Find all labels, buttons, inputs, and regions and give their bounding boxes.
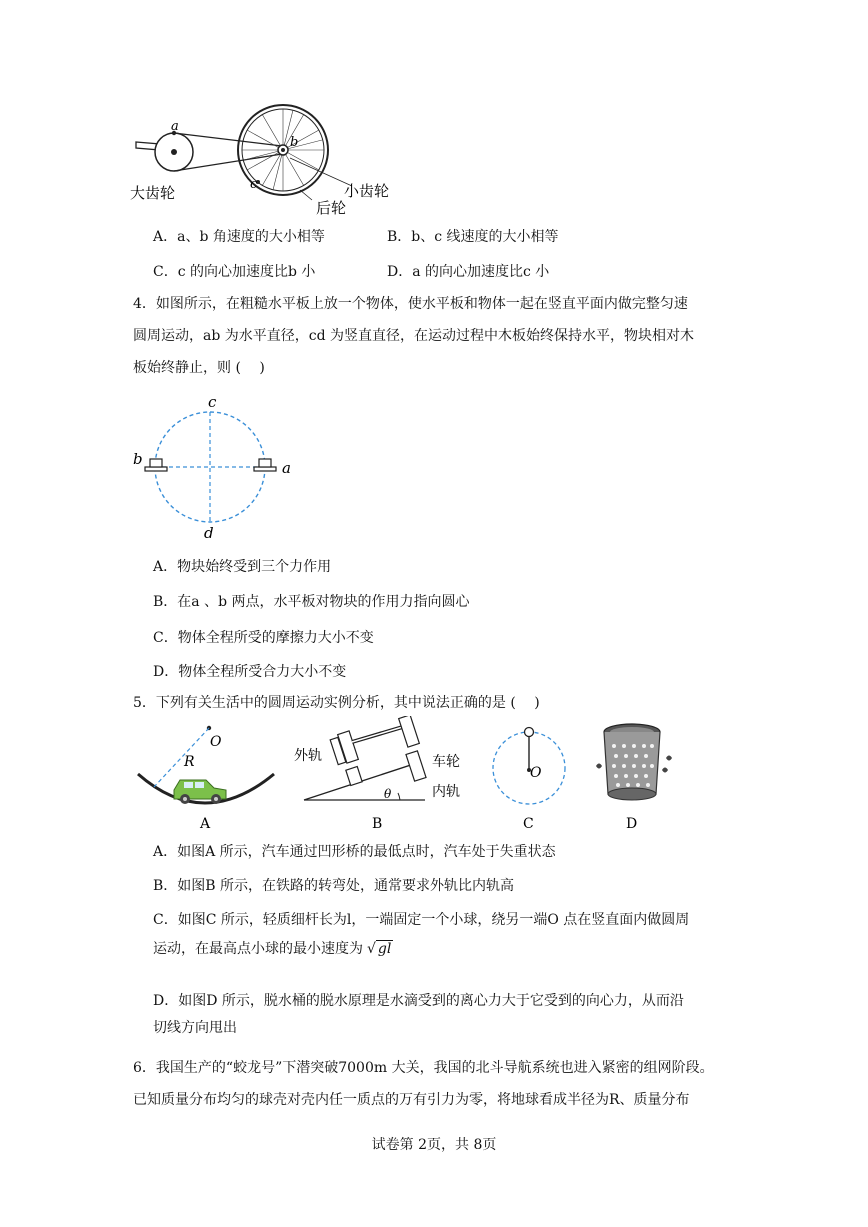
q4-label-a: a	[282, 459, 291, 477]
page-footer: 试卷第 2页，共 8页	[371, 1137, 497, 1153]
label-big-gear: 大齿轮	[130, 184, 176, 202]
q5b-caption: B	[372, 816, 383, 832]
q6-stem-line2: 已知质量分布均匀的球壳对壳内任一质点的万有引力为零，将地球看成半径为R、质量分布	[133, 1092, 690, 1108]
q5-option-d-line1: D．如图D 所示，脱水桶的脱水原理是水滴受到的离心力大于它受到的向心力，从而沿	[153, 993, 684, 1009]
q5-option-c-formula: gl	[377, 941, 392, 957]
q4-option-c: C．物体全程所受的摩擦力大小不变	[153, 630, 374, 646]
q5a-caption: A	[200, 816, 211, 832]
label-b: b	[290, 135, 299, 150]
q5c-label-o: O	[530, 765, 542, 781]
q4-option-d: D．物体全程所受合力大小不变	[153, 664, 347, 680]
q5-figure-a	[132, 722, 282, 832]
q4-label-b: b	[133, 450, 143, 468]
q4-option-a: A．物块始终受到三个力作用	[153, 559, 332, 575]
sqrt-symbol: √	[367, 941, 376, 957]
q4-stem-line2: 圆周运动，ab 为水平直径，cd 为竖直直径，在运动过程中木板始终保持水平，物块相对木	[133, 328, 695, 344]
q4-label-c: c	[208, 393, 217, 411]
bicycle-gear-figure	[130, 100, 400, 220]
q5-figure-c	[486, 722, 576, 832]
q5-option-c-text: 运动，在最高点小球的最小速度为	[153, 941, 363, 957]
q5a-label-o: O	[210, 734, 222, 750]
label-c: c	[250, 177, 258, 192]
q6-stem-line1: 6．我国生产的“蛟龙号”下潜突破7000m 大关，我国的北斗导航系统也进入紧密的组网阶段。	[133, 1060, 714, 1076]
q5b-label-outer: 外轨	[294, 748, 322, 764]
label-a: a	[171, 119, 179, 134]
q5-stem: 5．下列有关生活中的圆周运动实例分析，其中说法正确的是 ( )	[133, 695, 540, 711]
q4-circle-figure	[128, 392, 298, 542]
q3-option-b: B．b、c 线速度的大小相等	[387, 229, 559, 245]
q5a-label-r: R	[184, 754, 195, 770]
q5d-caption: D	[626, 816, 638, 832]
q5-option-c-line2	[153, 938, 393, 958]
q3-option-d: D．a 的向心加速度比c 小	[387, 264, 550, 280]
q3-option-a: A．a、b 角速度的大小相等	[153, 229, 325, 245]
q5-option-a: A．如图A 所示，汽车通过凹形桥的最低点时，汽车处于失重状态	[153, 844, 556, 860]
q5c-caption: C	[523, 816, 534, 832]
q5b-label-wheel: 车轮	[432, 754, 460, 770]
q5b-label-theta: θ	[384, 787, 392, 801]
label-small-gear: 小齿轮	[344, 182, 390, 200]
label-rear-wheel: 后轮	[316, 199, 347, 217]
q4-label-d: d	[204, 524, 214, 542]
q5-option-b: B．如图B 所示，在铁路的转弯处，通常要求外轨比内轨高	[153, 878, 515, 894]
q4-option-b: B．在a 、b 两点，水平板对物块的作用力指向圆心	[153, 594, 470, 610]
q5-option-c-line1: C．如图C 所示，轻质细杆长为l，一端固定一个小球，绕另一端O 点在竖直面内做圆周	[153, 912, 690, 928]
q5-option-d-line2: 切线方向甩出	[153, 1020, 237, 1036]
q4-stem-line1: 4．如图所示，在粗糙水平板上放一个物体，使水平板和物体一起在竖直平面内做完整匀速	[133, 296, 688, 312]
q4-stem-line3: 板始终静止，则 ( )	[133, 360, 265, 376]
q3-option-c: C．c 的向心加速度比b 小	[153, 264, 316, 280]
q5-figure-d	[592, 718, 682, 832]
q5-figure-b	[290, 716, 470, 832]
q5b-label-inner: 内轨	[432, 784, 460, 800]
